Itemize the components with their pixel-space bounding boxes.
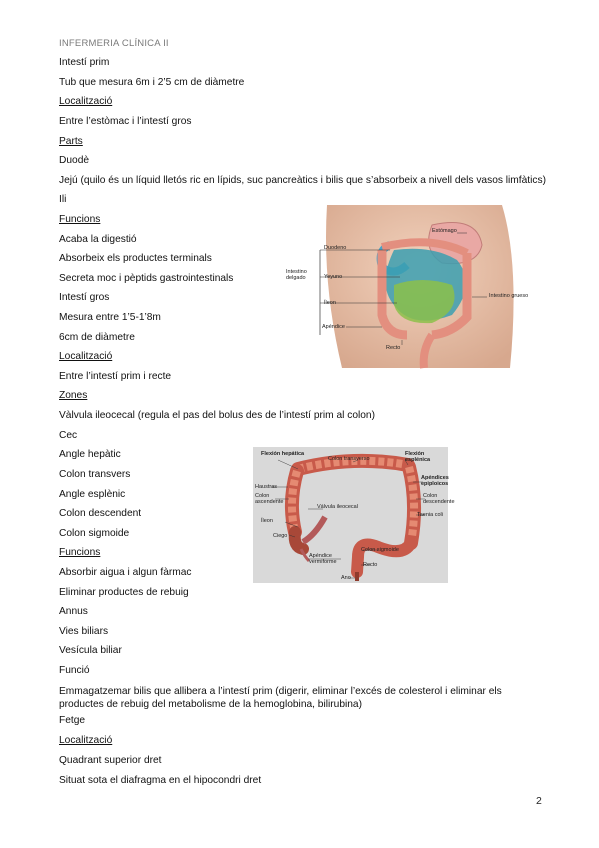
section-heading: Parts bbox=[59, 136, 83, 147]
text-line: Intestí gros bbox=[59, 292, 110, 303]
text-line: Colon sigmoide bbox=[59, 528, 130, 539]
section-heading: Funcions bbox=[59, 214, 101, 225]
label-recto: Recto bbox=[363, 562, 378, 568]
text-line: Vesícula biliar bbox=[59, 645, 122, 656]
text-line: Vies biliars bbox=[59, 626, 109, 637]
section-heading: Localització bbox=[59, 735, 113, 746]
label-apendice: Apéndice bbox=[322, 324, 345, 330]
label-ciego: Ciego bbox=[273, 533, 288, 539]
label-colon-ascendente: Colon ascendente bbox=[255, 493, 284, 505]
label-ileon: Íleon bbox=[324, 300, 336, 306]
text-line: Angle hepàtic bbox=[59, 449, 121, 460]
page-number: 2 bbox=[536, 795, 542, 807]
page-header: INFERMERIA CLÍNICA II bbox=[59, 38, 169, 49]
label-yeyuno: Yeyuno bbox=[324, 274, 343, 280]
text-line: Ili bbox=[59, 194, 67, 205]
text-line: Fetge bbox=[59, 715, 86, 726]
label-intestino-grueso: Intestino grueso bbox=[489, 293, 529, 299]
text-line: Quadrant superior dret bbox=[59, 755, 162, 766]
abdomen-intestines-figure bbox=[282, 205, 541, 368]
label-estomac: Estómago bbox=[432, 228, 457, 234]
text-line: Colon transvers bbox=[59, 469, 131, 480]
text-line: Cec bbox=[59, 430, 78, 441]
text-line: Entre l’intestí prim i recte bbox=[59, 371, 172, 382]
abdomen-illustration bbox=[282, 205, 541, 368]
text-line: Entre l’estòmac i l’intestí gros bbox=[59, 116, 192, 127]
text-line: Jejú (quilo és un líquid lletós ric en lípids, suc pancreàtics i bilis que s’absorbeix a nivell dels vasos limfàtics) bbox=[59, 175, 546, 186]
section-heading: Localització bbox=[59, 351, 113, 362]
label-ano: Ano bbox=[341, 575, 351, 581]
label-haustras: Haustras bbox=[255, 484, 278, 490]
label-flexion-esplenica: Flexión esplénica bbox=[405, 451, 431, 463]
large-intestine-figure bbox=[253, 447, 455, 583]
label-colon-descendente: Colon descendente bbox=[423, 493, 455, 505]
text-line: Absorbir aigua i algun fàrmac bbox=[59, 567, 192, 578]
text-line: Emmagatzemar bilis que allibera a l’intestí prim (digerir, eliminar l’excés de colesterol i eliminar els productes de rebuig del metabolisme de la hemoglobina, bilirubina) bbox=[59, 686, 502, 710]
text-line: Vàlvula ileocecal (regula el pas del bolus des de l’intestí prim al colon) bbox=[59, 410, 375, 421]
label-apendice-vermiforme: Apéndice vermiforme bbox=[309, 553, 337, 565]
label-colon-transverso: Colon transverso bbox=[328, 456, 370, 462]
text-line: Intestí prim bbox=[59, 57, 110, 68]
text-line: Colon descendent bbox=[59, 508, 142, 519]
text-line: 6cm de diàmetre bbox=[59, 332, 135, 343]
text-line: Funció bbox=[59, 665, 90, 676]
label-taenia-coli: Taenia coli bbox=[417, 512, 443, 518]
label-flexion-hepatica: Flexión hepática bbox=[261, 451, 305, 457]
text-line: Annus bbox=[59, 606, 88, 617]
text-line: Tub que mesura 6m i 2’5 cm de diàmetre bbox=[59, 77, 245, 88]
text-line: Duodè bbox=[59, 155, 90, 166]
section-heading: Zones bbox=[59, 390, 88, 401]
section-heading: Funcions bbox=[59, 547, 101, 558]
text-line: Secreta moc i pèptids gastrointestinals bbox=[59, 273, 234, 284]
label-duodeno: Duodeno bbox=[324, 245, 347, 251]
text-line: Angle esplènic bbox=[59, 489, 126, 500]
label-recto: Recto bbox=[386, 345, 401, 351]
label-valvula-ileocecal: Válvula ileocecal bbox=[317, 504, 358, 510]
section-heading: Localització bbox=[59, 96, 113, 107]
text-line: Absorbeix els productes terminals bbox=[59, 253, 212, 264]
label-ileon: Íleon bbox=[261, 518, 273, 524]
text-line: Mesura entre 1’5-1’8m bbox=[59, 312, 161, 323]
label-apendices-epiploicos-top: Apéndices epiploicos bbox=[421, 475, 449, 487]
text-line: Eliminar productes de rebuig bbox=[59, 587, 189, 598]
text-line: Acaba la digestió bbox=[59, 234, 137, 245]
label-colon-sigmoide: Colon sigmoide bbox=[361, 547, 399, 553]
text-line: Situat sota el diafragma en el hipocondri dret bbox=[59, 775, 262, 786]
label-intestino-delgado: Intestino delgado bbox=[286, 269, 307, 281]
